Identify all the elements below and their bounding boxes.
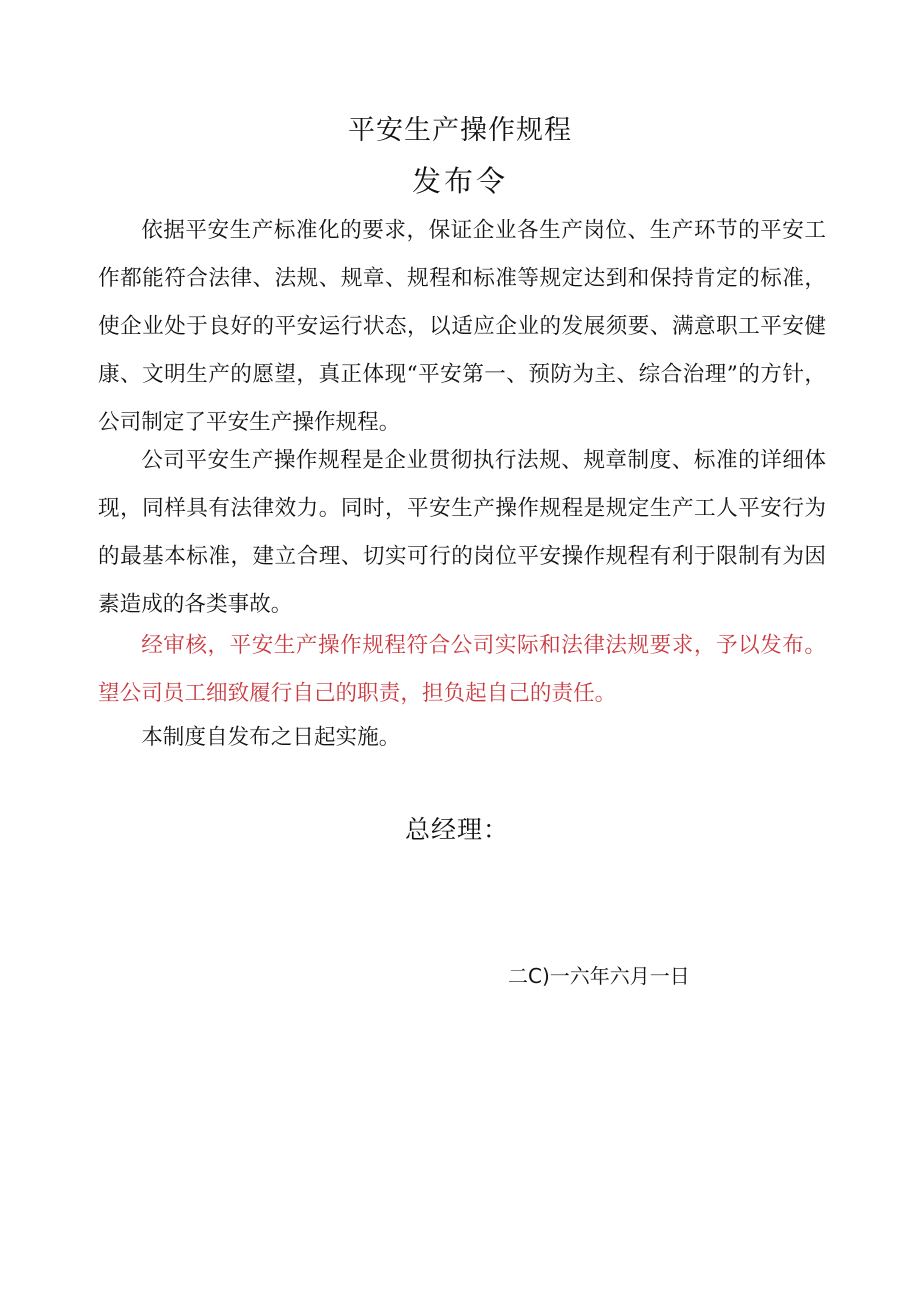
paragraph-significance: 公司平安生产操作规程是企业贯彻执行法规、规章制度、标准的详细体现，同样具有法律效力。同时，平安生产操作规程是规定生产工人平安行为的最基本标准，建立合理、切实可行的岗位平安操作规程有利于限制有为因素造成的各类事故。 [98,448,826,617]
document-subtitle: 发布令 [411,164,508,198]
paragraph-basis: 依据平安生产标准化的要求，保证企业各生产岗位、生产环节的平安工作都能符合法律、法规、规章、规程和标准等规定达到和保持肯定的标准，使企业处于良好的平安运行状态，以适应企业的发展须要、满意职工平安健康、文明生产的愿望，真正体现“平安第一、预防为主、综合治理”的方针，公司制定了平安生产操作规程。 [98,218,826,435]
document-title: 平安生产操作规程 [348,115,572,146]
paragraph-approval: 经审核，平安生产操作规程符合公司实际和法律法规要求，予以发布。望公司员工细致履行自己的职责，担负起自己的责任。 [98,633,826,706]
paragraph-effective: 本制度自发布之日起实施。 [141,725,401,750]
issue-date: 二C)一六年六月一日 [508,964,690,988]
signer-label: 总经理： [405,815,510,844]
